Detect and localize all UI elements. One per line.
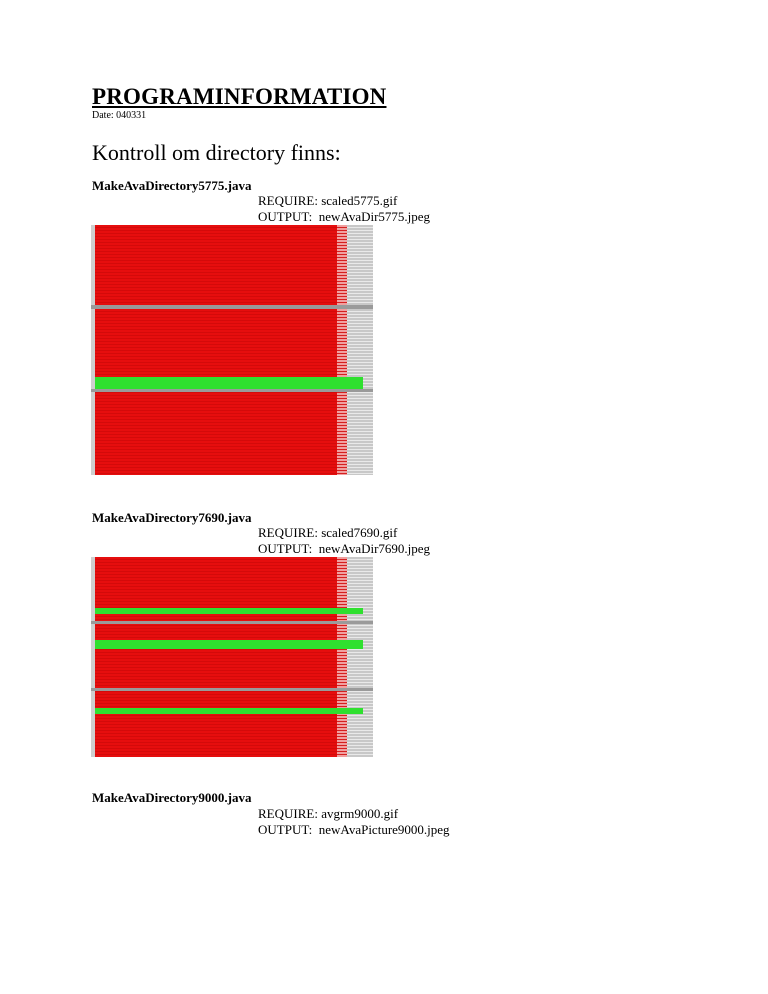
green-band	[95, 377, 363, 389]
green-band	[95, 640, 363, 649]
output-image-5775	[91, 225, 373, 475]
separator-row	[91, 621, 373, 624]
output-line-7690: OUTPUT: newAvaDir7690.jpeg	[258, 541, 431, 556]
file-name-7690: MakeAvaDirectory7690.java	[92, 510, 252, 525]
separator-row	[91, 389, 373, 392]
require-line-5775: REQUIRE: scaled5775.gif	[258, 193, 398, 208]
section-heading: Kontroll om directory finns:	[92, 140, 341, 165]
require-line-7690: REQUIRE: scaled7690.gif	[258, 525, 398, 540]
file-name-5775: MakeAvaDirectory5775.java	[92, 178, 252, 193]
separator-row	[91, 688, 373, 691]
green-band	[95, 708, 363, 714]
separator-row	[91, 305, 373, 309]
date-line: Date: 040331	[92, 110, 147, 121]
output-image-7690	[91, 557, 373, 757]
file-name-9000: MakeAvaDirectory9000.java	[92, 790, 252, 805]
green-band	[95, 608, 363, 614]
output-line-5775: OUTPUT: newAvaDir5775.jpeg	[258, 209, 431, 224]
page-title: PROGRAMINFORMATION	[92, 84, 387, 109]
require-line-9000: REQUIRE: avgrm9000.gif	[258, 806, 399, 821]
output-line-9000: OUTPUT: newAvaPicture9000.jpeg	[258, 822, 450, 837]
